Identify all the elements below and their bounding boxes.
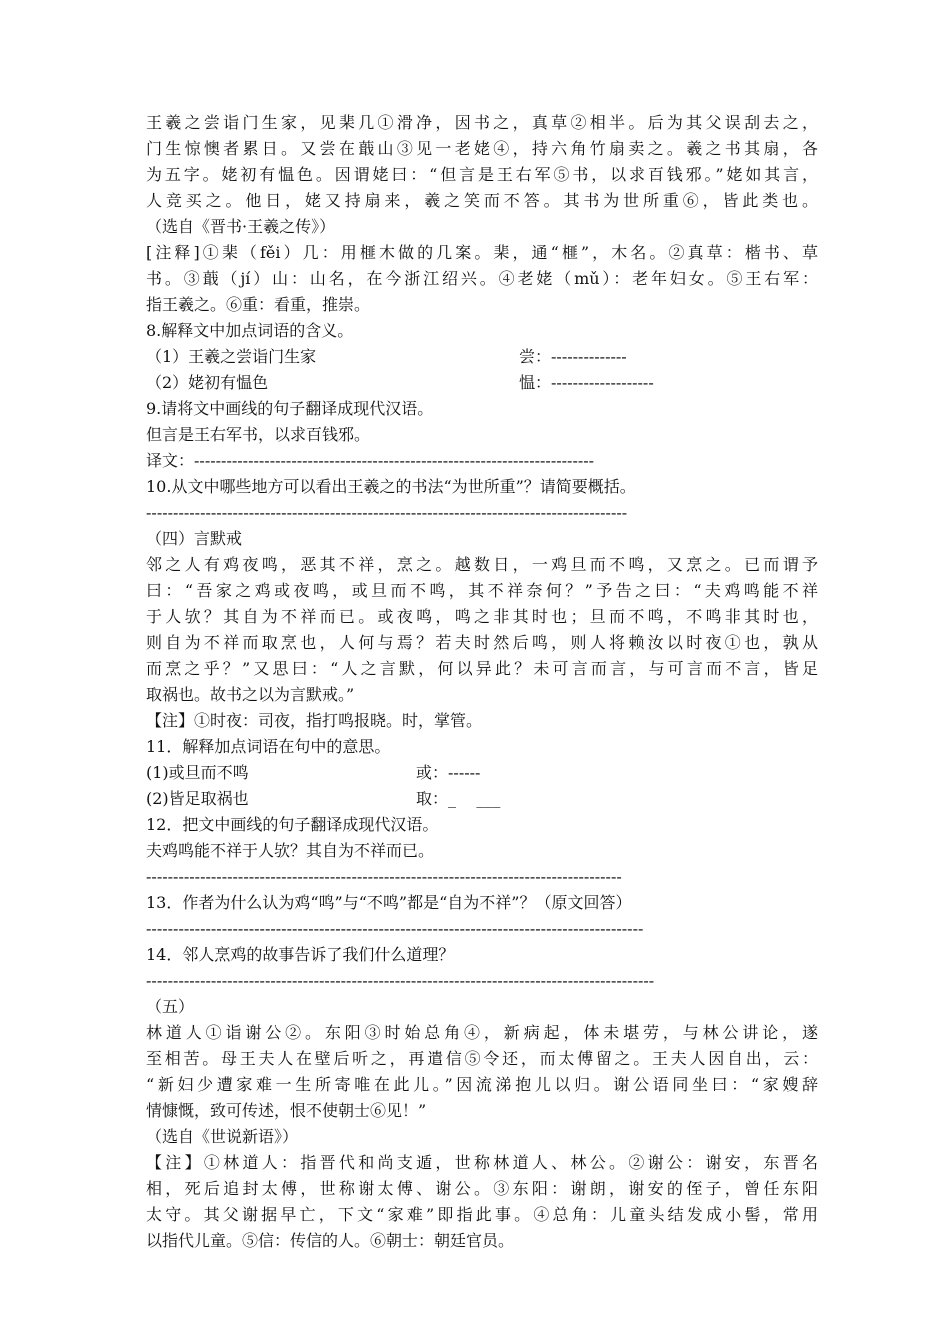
- passage-line: “新妇少遭家难一生所寄唯在此儿。”因流涕抱儿以归。谢公语同坐曰：“家嫂辞: [146, 1075, 818, 1094]
- passage-line: 人竞买之。他日，姥又持扇来，羲之笑而不答。其书为世所重⑥，皆此类也。: [146, 191, 818, 210]
- document-body: [146, 110, 818, 1254]
- passage-line: 门生惊懊者累日。又尝在蕺山③见一老姥④，持六角竹扇卖之。羲之书其扇，各: [146, 139, 818, 158]
- note-line: 【注】①林道人：指晋代和尚支遁，世称林道人、林公。②谢公：谢安，东晋名: [146, 1153, 818, 1172]
- passage-line: 取祸也。故书之以为言默戒。”: [146, 685, 355, 704]
- question-item: [146, 370, 818, 396]
- note-line: 以指代儿童。⑤信：传信的人。⑥朝士：朝廷官员。: [146, 1231, 515, 1250]
- question-title: 10.从文中哪些地方可以看出王羲之的书法“为世所重”？请简要概括。: [146, 477, 636, 496]
- question-11: [146, 734, 818, 812]
- answer-blank[interactable]: 或：------: [416, 763, 481, 782]
- passage-source: （选自《晋书·王羲之传》）: [146, 217, 336, 236]
- section-heading: （五）: [146, 997, 195, 1016]
- passage-line: 而烹之乎？”又思曰：“人之言默，何以异此？未可言而言，与可言而不言，皆足: [146, 659, 818, 678]
- question-item-text: (1)或旦而不鸣: [146, 763, 249, 782]
- passage-shishuo-xinyu: [146, 994, 818, 1254]
- question-title: 12．把文中画线的句子翻译成现代汉语。: [146, 815, 439, 834]
- question-item: [146, 760, 818, 786]
- question-8: [146, 318, 818, 396]
- answer-blank[interactable]: ----------------------------------------------------------------------------------------------: [146, 971, 655, 990]
- question-item-text: （1）王羲之尝诣门生家: [146, 347, 317, 366]
- passage-source: （选自《世说新语》）: [146, 1127, 299, 1146]
- passage-line: 至相苦。母王夫人在壁后听之，再遣信⑤令还，而太傅留之。王夫人因自出，云：: [146, 1049, 818, 1068]
- note-line: 指王羲之。⑥重：看重，推崇。: [146, 295, 371, 314]
- question-item-text: （2）姥初有愠色: [146, 373, 269, 392]
- note-line: 书。③蕺（jí）山：山名，在今浙江绍兴。④老姥（mǔ）：老年妇女。⑤王右军：: [146, 269, 818, 288]
- question-12: [146, 812, 818, 890]
- question-14: [146, 942, 818, 994]
- note-line: 相，死后追封太傅，世称谢太傅、谢公。③东阳：谢朗，谢安的侄子，曾任东阳: [146, 1179, 818, 1198]
- answer-blank[interactable]: 译文：--------------------------------------------------------------------------: [146, 451, 595, 470]
- passage-line: 于人欤？其自为不祥而已。或夜鸣，鸣之非其时也；旦而不鸣，不鸣非其时也，: [146, 607, 818, 626]
- answer-blank[interactable]: 愠：-------------------: [519, 373, 654, 392]
- question-sentence: 夫鸡鸣能不祥于人欤？其自为不祥而已。: [146, 841, 435, 860]
- answer-blank[interactable]: -----------------------------------------------------------------------------------------: [146, 503, 628, 522]
- section-heading: （四）言默戒: [146, 529, 243, 548]
- question-item: [146, 786, 818, 812]
- question-10: [146, 474, 818, 526]
- answer-blank[interactable]: 取：_ ___: [416, 789, 501, 808]
- question-item: [146, 344, 818, 370]
- passage-line: 林道人①诣谢公②。东阳③时始总角④，新病起，体未堪劳，与林公讲论，遂: [146, 1023, 818, 1042]
- passage-yan-mo-jie: [146, 526, 818, 734]
- question-item-text: (2)皆足取祸也: [146, 789, 249, 808]
- passage-line: 情慷慨，致可传述，恨不使朝士⑥见！”: [146, 1101, 427, 1120]
- passage-line: 为五字。姥初有愠色。因谓姥曰：“但言是王右军⑤书，以求百钱邪。”姥如其言，: [146, 165, 818, 184]
- question-sentence: 但言是王右军书，以求百钱邪。: [146, 425, 371, 444]
- question-title: 9.请将文中画线的句子翻译成现代汉语。: [146, 399, 434, 418]
- question-title: 11．解释加点词语在句中的意思。: [146, 737, 391, 756]
- answer-blank[interactable]: 尝：--------------: [519, 347, 627, 366]
- question-9: [146, 396, 818, 474]
- note-line: 【注】①时夜：司夜，指打鸣报晓。时，掌管。: [146, 711, 483, 730]
- answer-blank[interactable]: ----------------------------------------------------------------------------------------: [146, 867, 622, 886]
- note-line: 太守。其父谢据早亡，下文“家难”即指此事。④总角：儿童头结发成小髻，常用: [146, 1205, 818, 1224]
- question-title: 13．作者为什么认为鸡“鸣”与“不鸣”都是“自为不祥”？（原文回答）: [146, 893, 632, 912]
- passage-line: 曰：“吾家之鸡或夜鸣，或旦而不鸣，其不祥奈何？”予告之曰：“夫鸡鸣能不祥: [146, 581, 818, 600]
- question-title: 8.解释文中加点词语的含义。: [146, 321, 354, 340]
- passage-line: 邻之人有鸡夜鸣，恶其不祥，烹之。越数日，一鸡旦而不鸣，又烹之。已而谓予: [146, 555, 818, 574]
- answer-blank[interactable]: --------------------------------------------------------------------------------------------: [146, 919, 644, 938]
- question-title: 14．邻人烹鸡的故事告诉了我们什么道理？: [146, 945, 455, 964]
- passage-line: 则自为不祥而取烹也，人何与焉？若夫时然后鸣，则人将赖汝以时夜①也，孰从: [146, 633, 818, 652]
- passage-wang-xizhi: [146, 110, 818, 318]
- note-line: [注释]①棐（fěi）几：用榧木做的几案。棐，通“榧”，木名。②真草：楷书、草: [146, 243, 818, 262]
- question-13: [146, 890, 818, 942]
- passage-line: 王羲之尝诣门生家，见棐几①滑净，因书之，真草②相半。后为其父误刮去之，: [146, 113, 818, 132]
